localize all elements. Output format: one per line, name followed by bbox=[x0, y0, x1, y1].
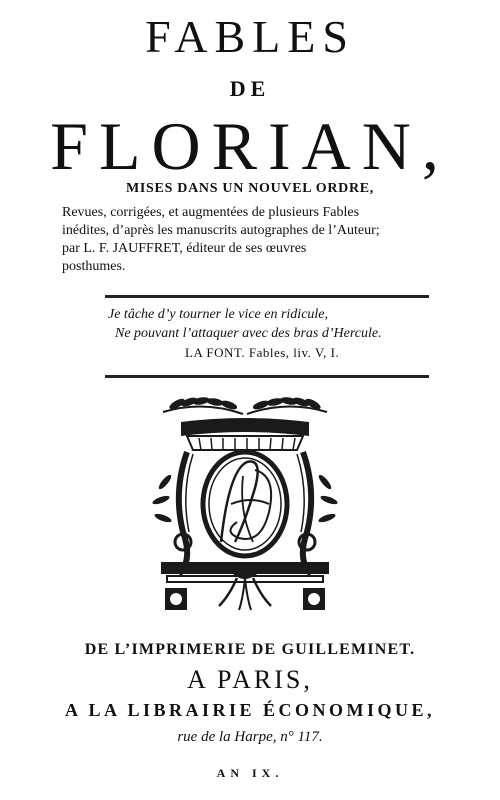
description-line: Revues, corrigées, et augmentées de plusieurs Fables bbox=[62, 205, 360, 220]
monogram-ornament bbox=[143, 392, 347, 614]
title-line-florian: FLORIAN, bbox=[50, 108, 450, 184]
date-line: AN IX. bbox=[216, 766, 284, 780]
library-line: A LA LIBRAIRIE ÉCONOMIQUE, bbox=[64, 700, 436, 720]
epigraph-line: Ne pouvant l’attaquer avec des bras d’Hercule. bbox=[115, 326, 382, 341]
epigraph-attribution: LA FONT. Fables, liv. V, I. bbox=[185, 345, 340, 360]
title-line-fables: FABLES bbox=[145, 11, 355, 62]
description-line: inédites, d’après les manuscrits autographes de l’Auteur; bbox=[62, 223, 380, 238]
bottom-rule-divider bbox=[105, 375, 429, 378]
address-line: rue de la Harpe, n° 117. bbox=[177, 729, 323, 745]
subtitle: MISES DANS UN NOUVEL ORDRE, bbox=[126, 181, 374, 196]
epigraph-line: Je tâche d’y tourner le vice en ridicule, bbox=[108, 307, 329, 322]
imprint-line: DE L’IMPRIMERIE DE GUILLEMINET. bbox=[84, 641, 416, 658]
top-rule-divider bbox=[105, 295, 429, 298]
description-line: par L. F. JAUFFRET, éditeur de ses œuvres bbox=[62, 241, 307, 256]
title-line-de: DE bbox=[229, 76, 271, 101]
epigraph bbox=[108, 305, 438, 362]
description-line: posthumes. bbox=[62, 259, 126, 274]
city-line: A PARIS, bbox=[187, 665, 313, 694]
description-block bbox=[62, 204, 452, 276]
